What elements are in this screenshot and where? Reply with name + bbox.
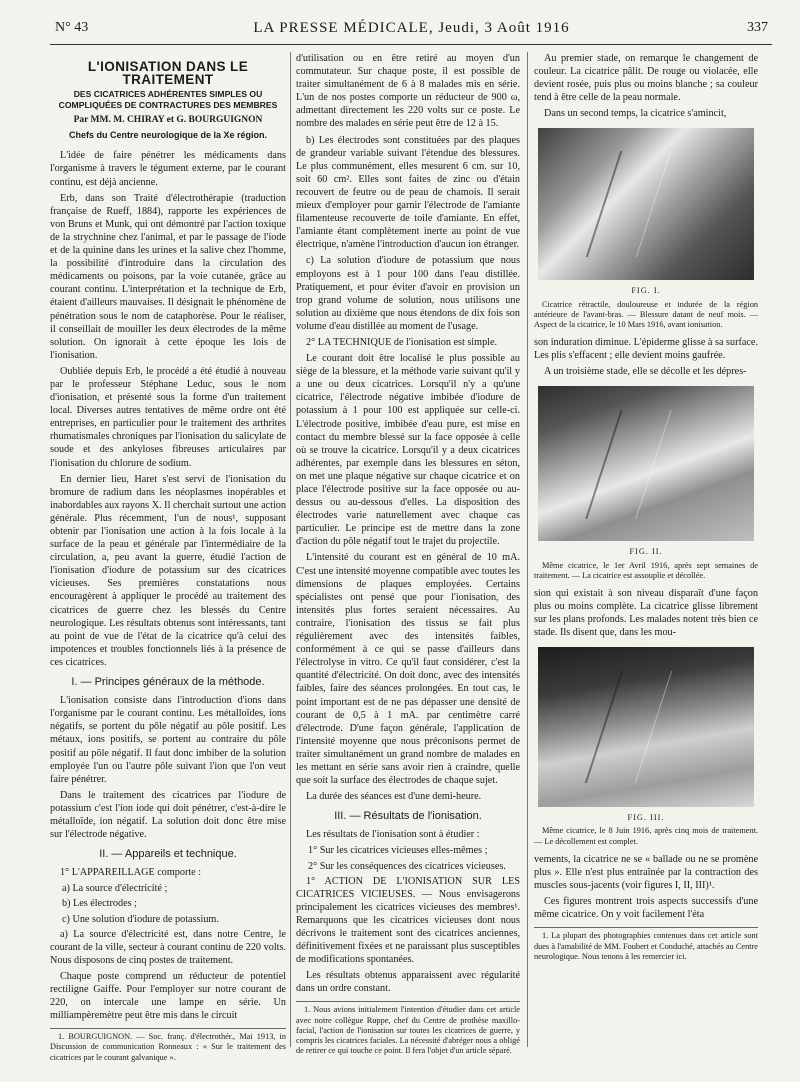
paragraph: 1° ACTION DE L'IONISATION SUR LES CICATRICES VICIEUSES. — Nous envisagerons principalement les cicatrices vicieuses des membres¹. Remarquons que les cicatrices vicieuses dont nous décrivons le traitement sont des cicatrices anciennes, définitivement fixées et ne paraissant plus susceptibles de modifications spontanées. xyxy=(296,875,520,966)
paragraph: Chaque poste comprend un réducteur de potentiel rectiligne Gaiffe. Pour l'employer sur notre courant de 220, on intercale une lampe en série. Un milliampèremètre peut être mis dans le circuit xyxy=(50,970,286,1022)
journal-name: LA PRESSE MÉDICALE, xyxy=(253,20,434,36)
list-item: a) La source d'électricité ; xyxy=(62,883,168,895)
issue-number: N° 43 xyxy=(55,20,89,35)
paragraph: A un troisième stade, elle se décolle et les dépres- xyxy=(544,366,747,378)
figure-caption: Même cicatrice, le 1er Avril 1916, après sept semaines de traitement. — La cicatrice est assouplie et décollée. xyxy=(534,560,758,580)
paragraph: Oubliée depuis Erb, le procédé a été étudié à nouveau par le professeur Stéphane Leduc, sous le nom d'ionisation, et présenté sous la forme d'un traitement local. Diverses autres tentatives de même ordre ont été entreprises, en particulier pour le traitement des arthrites rhumatismales chroniques par l'ionisation du salicylate de soude et des ankyloses fibreuses articulaires par l'ionisation du chlorure de sodium. xyxy=(50,365,286,469)
paragraph: Dans un second temps, la cicatrice s'amincit, xyxy=(544,108,727,120)
list-item: 1° Sur les cicatrices vicieuses elles-mêmes ; xyxy=(308,845,488,857)
paragraph: Le courant doit être localisé le plus possible au siège de la blessure, et la méthode varie suivant qu'il y a une ou deux cicatrices. Lorsqu'il n'y a qu'une cicatrice, l'électrode négative imbibée d'iodure de potassium à 1 pour 100 est appliquée sur celle-ci. L'électrode positive, imbibée d'eau pure, est mise en contact du membre blessé sur la face opposée à celle où se trouve la cicatrice. Lorsqu'il y a deux cicatrices adhérentes, par exemple dans les blessures en séton, on met une plaque négative sur chaque cicatrice et on place l'électrode positive sur la face opposée ou au-dessus ou au-dessous d'elles. La disposition des électrodes varie naturellement avec chaque cas particulier. Le principe est de mettre dans la zone d'action du pôle négatif tout le trajet du projectile. xyxy=(296,353,520,548)
column-1 xyxy=(50,52,286,1063)
list-item: b) Les électrodes ; xyxy=(62,898,137,910)
header-rule xyxy=(50,44,772,45)
paragraph: b) Les électrodes sont constituées par des plaques de grandeur variable suivant l'étendue des blessures. Le plus communément, elles mesurent 6 cm. sur 10, soit 60 cm². Elles sont faites de zinc ou d'étain recouvert de feutre ou de peau de chamois. Il serait mieux d'employer pour garnir l'électrode de l'amiante filamenteuse recouverte de toile d'amiante. En effet, l'amiante étant complètement inerte au point de vue électrique, n'amène l'introduction d'aucun ion étranger. xyxy=(296,134,520,251)
footnote: 1. La plupart des photographies contenues dans cet article sont dues à l'amabilité de MM. Foubert et Conduché, attachés au Centre neurologique. Nous tenons à les remercier ici. xyxy=(534,931,758,961)
paragraph: sion qui existait à son niveau disparaît d'une façon plus ou moins complète. La cicatrice glisse librement sur les plans profonds. Les malades notent très bien ce stade. Ils disent que, dans les mou- xyxy=(534,587,758,639)
paragraph: vements, la cicatrice ne se « ballade ou ne se promène plus ». Elle n'est plus entraînée par la contraction des muscles sous-jacents (voir figures I, II, III)¹. xyxy=(534,853,758,892)
paragraph: d'utilisation ou en être retiré au moyen d'un commutateur. Sur chaque poste, il est possible de traiter simultanément de 6 à 8 malades mis en série. L'un de nos postes comporte un réducteur de 900 ω, admettant directement les 220 volts sur ce poste. Le nombre des malades en série peut être de 12 à 15. xyxy=(296,53,520,130)
footnote: 1. Nous avions initialement l'intention d'étudier dans cet article avec notre collègue Ruppe, chef du Centre de prothèse maxillo-facial, l'action de l'ionisation sur toutes les cicatrices de guerre, y compris les cicatrices faciales. La nécessité d'abréger nous a obligé de retirer ce qui touche ce point. Il fera l'objet d'un article séparé. xyxy=(296,1005,520,1056)
list-item: 2° Sur les conséquences des cicatrices vicieuses. xyxy=(308,860,506,872)
page-number: 337 xyxy=(747,20,768,35)
footnote: 1. BOURGUIGNON. — Soc. franç. d'électrothér., Mai 1913, in Discussion de communication Ronneaux : « Sur le traitement des cicatrices par le courant galvanique ». xyxy=(50,1032,286,1062)
paragraph: Au premier stade, on remarque le changement de couleur. La cicatrice pâlit. De rouge ou violacée, elle devient rosée, puis plus ou moins blanche ; sa couleur tend à être celle de la peau normale. xyxy=(534,53,758,104)
figure-caption: Même cicatrice, le 8 Juin 1916, après cinq mois de traitement. — Le décollement est complet. xyxy=(534,826,758,846)
figure-3-photo xyxy=(538,647,754,807)
article-authors: Par MM. M. CHIRAY et G. BOURGUIGNON xyxy=(73,115,263,126)
column-divider xyxy=(290,52,291,1047)
paragraph: Les résultats obtenus apparaissent avec régularité dans un ordre constant. xyxy=(296,970,520,995)
paragraph: a) La source d'électricité est, dans notre Centre, le courant de la ville, secteur à courant continu de 220 volts. Nous disposons de cinq postes de traitement. xyxy=(50,928,286,966)
paragraph: Ces figures montrent trois aspects successifs d'une même cicatrice. On y voit facilement l'éta xyxy=(534,896,758,921)
figure-label: FIG. III. xyxy=(627,813,665,823)
figure-2-photo xyxy=(538,386,754,541)
page-header xyxy=(55,20,768,42)
paragraph: son induration diminue. L'épiderme glisse à sa surface. Les plis s'effacent ; elle devient moins gaufrée. xyxy=(534,337,758,362)
paragraph: En dernier lieu, Haret s'est servi de l'ionisation du bromure de radium dans les néoplasmes inopérables et inabordables aux rayons X. Il cherchait surtout une action générale. Plus récemment, l'un de nous¹, supposant obtenir par l'ionisation une action à la fois locale à la surface de la peau et générale par l'intermédiaire de la circulation, a, peu avant la guerre, étudié l'action de l'ionisation d'iodure de potassium sur des cicatrices vicieuses. Ses premières constatations nous encouragèrent à appliquer le procédé au traitement des cicatrices de guerre chez les blessés du Centre neurologique. Les résultats obtenus sont intéressants, tant au point de vue de l'état de la cicatrice qu'à celui des impotences et troubles fonctionnels liés à la présence de ces cicatrices. xyxy=(50,473,286,668)
column-2 xyxy=(296,52,520,1056)
article-title: L'IONISATION DANS LE TRAITEMENT xyxy=(87,59,249,88)
paragraph: L'intensité du courant est en général de 10 mA. C'est une intensité moyenne compatible avec toutes les dimensions de plaques employées. Certains spécialistes ont pensé que pour l'ionisation, des intensités plus fortes seraient nécessaires. Au contraire, l'ionisation des tissus se fait plus régulièrement avec des intensités faibles, conformément à ce qui se passe d'ailleurs dans l'électrolyse in vitro. Ce qu'il faut considérer, c'est la quantité d'électricité. On doit donc, avec des intensités faibles, faire des séances prolongées. En tout cas, le point important est de ne pas dépasser une densité de courant de 0,5 à 1 mA. par centimètre carré d'électrode. D'une façon générale, l'application de l'intensité moyenne que nous préconisons permet de traiter simultanément un grand nombre de malades en les mettant en série sans avoir rien à craindre, quelle que soit la surface des électrodes de chaque sujet. xyxy=(296,552,520,787)
figure-label: FIG. II. xyxy=(629,547,663,557)
footnote-rule xyxy=(296,1001,520,1002)
section-heading: I. — Principes généraux de la méthode. xyxy=(71,676,265,689)
paragraph: c) La solution d'iodure de potassium que nous employons est à 1 pour 100 dans l'eau distillée. Pratiquement, et pour éviter d'avoir en provision un trop grand volume de solution, nous utilisons une solution au dixième que nous étendons de dix fois son volume d'eau distillée au moment de l'usage. xyxy=(296,255,520,332)
footnote-rule xyxy=(534,927,758,928)
paragraph: Erb, dans son Traité d'électrothérapie (traduction française de Rueff, 1884), rapporte les expériences de von Bruns et Munk, qui ont démontré par l'action toxique de la strychnine chez l'animal, et par le passage de l'iode et de la quinine dans les urines et la salive chez l'homme, la possibilité d'introduire dans la circulation des médicaments ou poisons, par la voie cutanée, grâce au courant continu. L'interprétation et la technique de Erb, étaient d'ailleurs mauvaises. Il désignait le phénomène de pénétration sous le nom de cataphorèse. Pour le réaliser, il conseillait de mouiller les deux électrodes de la même solution. On ignorait à cette époque les lois de l'ionisation. xyxy=(50,192,286,361)
section-heading: II. — Appareils et technique. xyxy=(99,848,237,861)
paragraph: 1° L'APPAREILLAGE comporte : xyxy=(60,867,202,879)
figure-label: FIG. I. xyxy=(631,286,661,296)
paragraph: L'idée de faire pénétrer les médicaments dans l'organisme à travers le tégument externe, par le courant continu, est déjà ancienne. xyxy=(50,150,286,188)
paragraph: Dans le traitement des cicatrices par l'iodure de potassium c'est l'ion iode qui doit pénétrer, c'est-à-dire le métalloïde, ion négatif. La solution doit donc être mise sur l'électrode négative. xyxy=(50,789,286,841)
paragraph: L'ionisation consiste dans l'introduction d'ions dans l'organisme par le courant continu. Les métalloïdes, ions négatifs, se portent du pôle négatif au pôle positif. Les métaux, ions positifs, se portent au contraire du pôle positif au pôle négatif. Il faut donc imbiber de la solution employée l'un ou l'autre pôle suivant l'ion que l'on veut faire pénétrer. xyxy=(50,695,286,785)
paragraph: Les résultats de l'ionisation sont à étudier : xyxy=(306,829,480,841)
list-item: c) Une solution d'iodure de potassium. xyxy=(62,913,219,925)
journal-line xyxy=(55,20,768,37)
section-heading: III. — Résultats de l'ionisation. xyxy=(334,810,482,823)
figure-caption: Cicatrice rétractile, douloureuse et indurée de la région antérieure de l'avant-bras. — Blessure datant de neuf mois. — Aspect de la cicatrice, le 10 Mars 1916, avant ionisation. xyxy=(534,299,758,329)
issue-date: Jeudi, 3 Août 1916 xyxy=(438,20,570,36)
paragraph: La durée des séances est d'une demi-heure. xyxy=(306,791,482,803)
figure-1-photo xyxy=(538,128,754,280)
paragraph: 2° LA TECHNIQUE de l'ionisation est simple. xyxy=(306,336,498,348)
footnote-rule xyxy=(50,1028,286,1029)
article-subtitle: DES CICATRICES ADHÉRENTES SIMPLES OU COMPLIQUÉES DE CONTRACTURES DES MEMBRES xyxy=(58,89,278,111)
column-3 xyxy=(534,52,758,962)
column-divider xyxy=(527,52,528,1047)
article-affiliation: Chefs du Centre neurologique de la Xe région. xyxy=(68,130,268,141)
